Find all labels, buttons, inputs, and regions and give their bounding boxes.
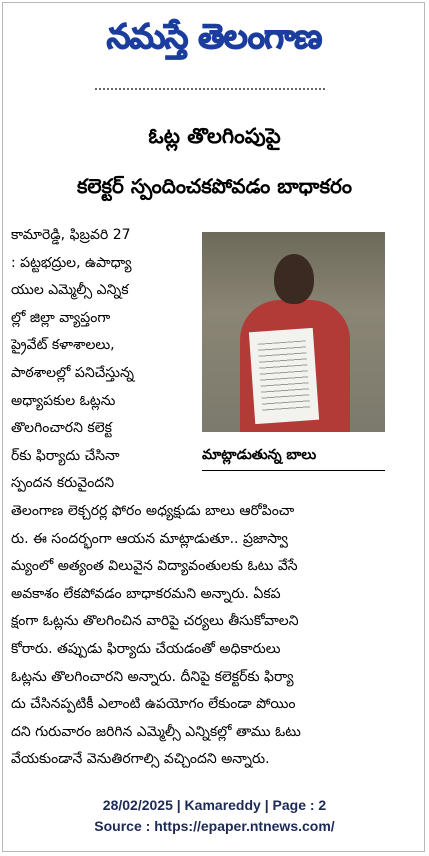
article-photo (202, 232, 385, 432)
footer-source: Source : https://epaper.ntnews.com/ (94, 818, 335, 834)
person-head (274, 254, 314, 304)
text-line: యుల ఎమ్మెల్సీ ఎన్నిక (11, 282, 129, 299)
text-line: ర్‌కు ఫిర్యాదు చేసినా (11, 447, 120, 464)
text-line: కామారెడ్డి, ఫిబ్రవరి 27 (11, 227, 131, 243)
text-line: అధ్యాపకుల ఓట్లను (11, 392, 116, 409)
text-line: అవకాశం లేకపోవడం బాధాకరమని అన్నారు. ఏకప (11, 585, 281, 602)
text-line: ఓట్లను తొలగించారని అన్నారు. దీనిపై కలెక్టర్‌కు ఫిర్యా (11, 668, 294, 685)
caption-divider (202, 470, 385, 471)
article-full-width-text (11, 498, 413, 774)
text-line: పాఠశాలల్లో పనిచేస్తున్న (11, 364, 134, 381)
text-line: క్షంగా ఓట్లను తొలగించిన వారిపై చర్యలు తీసుకోవాలని (11, 613, 299, 630)
text-line: తెలంగాణ లెక్చరర్ల ఫోరం అధ్యక్షుడు బాలు ఆరోపించా (11, 503, 295, 519)
headline-line-2: కలెక్టర్ స్పందించకపోవడం బాధాకరం (76, 174, 353, 198)
text-line: తొలగించారని కలెక్ట (11, 420, 112, 437)
text-line: మ్యంలో అత్యంత విలువైన విద్యావంతులకు ఓటు వేసే (11, 558, 298, 575)
text-line: స్పందన కరువైందని (11, 475, 115, 492)
footer-date-edition: 28/02/2025 | Kamareddy | Page : 2 (102, 797, 327, 813)
photo-caption: మాట్లాడుతున్న బాలు (202, 447, 317, 463)
text-line: దని గురువారం జరిగిన ఎమ్మెల్సీ ఎన్నికల్లో తాము ఓటు (11, 723, 301, 740)
text-line: కోరారు. తప్పుడు ఫిర్యాదు చేయడంతో అధికారులు (11, 640, 281, 657)
headline-line-1: ఓట్ల తొలగింపుపై (148, 124, 281, 148)
cut-off-previous-text (95, 88, 325, 96)
article-column-text (11, 222, 191, 498)
text-line: ప్రైవేట్ కళాశాలలు, (11, 337, 115, 354)
text-line: వేయకుండానే వెనుతిరగాల్సి వచ్చిందని అన్నారు. (11, 751, 270, 768)
text-line: : పట్టభద్రుల, ఉపాధ్యా (11, 254, 132, 271)
newspaper-masthead: నమస్తే తెలంగాణ (106, 17, 322, 57)
text-line: రు. ఈ సందర్భంగా ఆయన మాట్లాడుతూ.. ప్రజాస్వా (11, 530, 288, 547)
text-line: ల్లో జిల్లా వ్యాప్తంగా (11, 309, 111, 326)
text-line: దు చేసినప్పటికీ ఎలాంటి ఉపయోగం లేకుండా పోయిం (11, 696, 296, 713)
held-document (249, 328, 319, 424)
